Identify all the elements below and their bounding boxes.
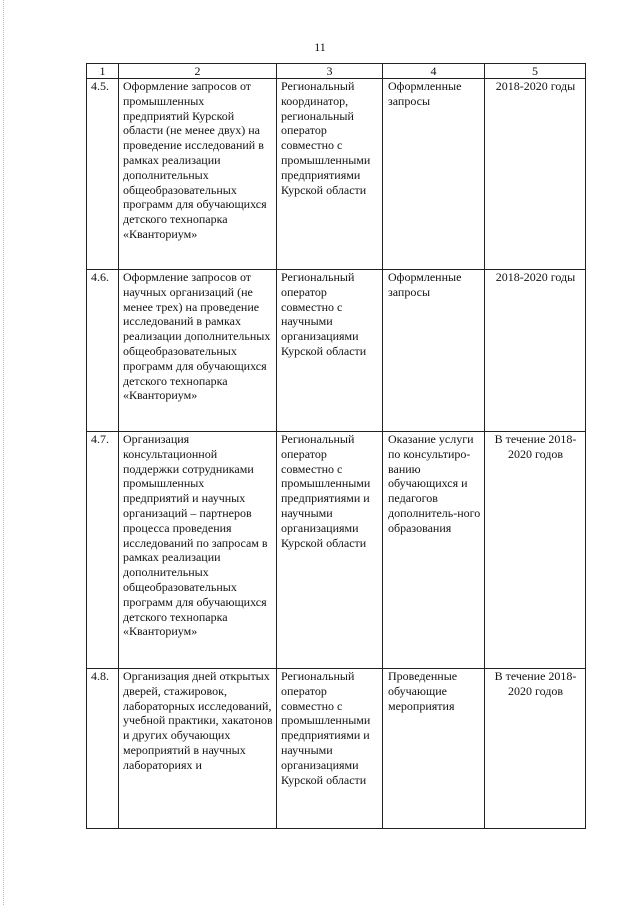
table-row: [87, 432, 586, 669]
row-result: Оформленные запросы: [383, 79, 485, 270]
row-action: Организация консультационной поддержки сотрудниками промышленных предприятий и научных организаций – партнеров процесса проведения исследований по запросам в рамках реализации дополнительных общеобразовательных программ для обучающихся детского технопарка «Кванториум»: [119, 432, 277, 669]
row-term: 2018-2020 годы: [485, 270, 586, 432]
page-number: 11: [314, 40, 326, 54]
row-result: Проведенные обучающие мероприятия: [383, 669, 485, 829]
table-row: [87, 669, 586, 829]
row-action: Оформление запросов от промышленных предприятий Курской области (не менее двух) на проведение исследований в рамках реализации дополнительных общеобразовательных программ для обучающихся детского технопарка «Кванториум»: [119, 79, 277, 270]
row-action: Оформление запросов от научных организаций (не менее трех) на проведение исследований в рамках реализации дополнительных общеобразовательных программ для обучающихся детского технопарка «Кванториум»: [119, 270, 277, 432]
row-number: 4.7.: [87, 432, 119, 669]
table-header-row: [87, 64, 586, 79]
row-term: В течение 2018-2020 годов: [485, 432, 586, 669]
row-responsible: Региональный координатор, региональный оператор совместно с промышленными предприятиями Курской области: [277, 79, 383, 270]
row-number: 4.6.: [87, 270, 119, 432]
table-row: [87, 270, 586, 432]
row-term: 2018-2020 годы: [485, 79, 586, 270]
table-row: [87, 79, 586, 270]
header-col-1: 1: [87, 64, 119, 79]
row-term: В течение 2018-2020 годов: [485, 669, 586, 829]
page-edge-line: [3, 0, 4, 905]
row-result: Оказание услуги по консультиро-ванию обучающихся и педагогов дополнитель-ного образования: [383, 432, 485, 669]
row-number: 4.8.: [87, 669, 119, 829]
action-plan-table: [86, 63, 586, 829]
row-result: Оформленные запросы: [383, 270, 485, 432]
row-responsible: Региональный оператор совместно с промышленными предприятиями и научными организациями Курской области: [277, 432, 383, 669]
row-action: Организация дней открытых дверей, стажировок, лабораторных исследований, учебной практики, хакатонов и других обучающих мероприятий в научных лабораториях и: [119, 669, 277, 829]
header-col-3: 3: [277, 64, 383, 79]
row-responsible: Региональный оператор совместно с промышленными предприятиями и научными организациями Курской области: [277, 669, 383, 829]
header-col-5: 5: [485, 64, 586, 79]
header-col-4: 4: [383, 64, 485, 79]
row-responsible: Региональный оператор совместно с научными организациями Курской области: [277, 270, 383, 432]
header-col-2: 2: [119, 64, 277, 79]
row-number: 4.5.: [87, 79, 119, 270]
